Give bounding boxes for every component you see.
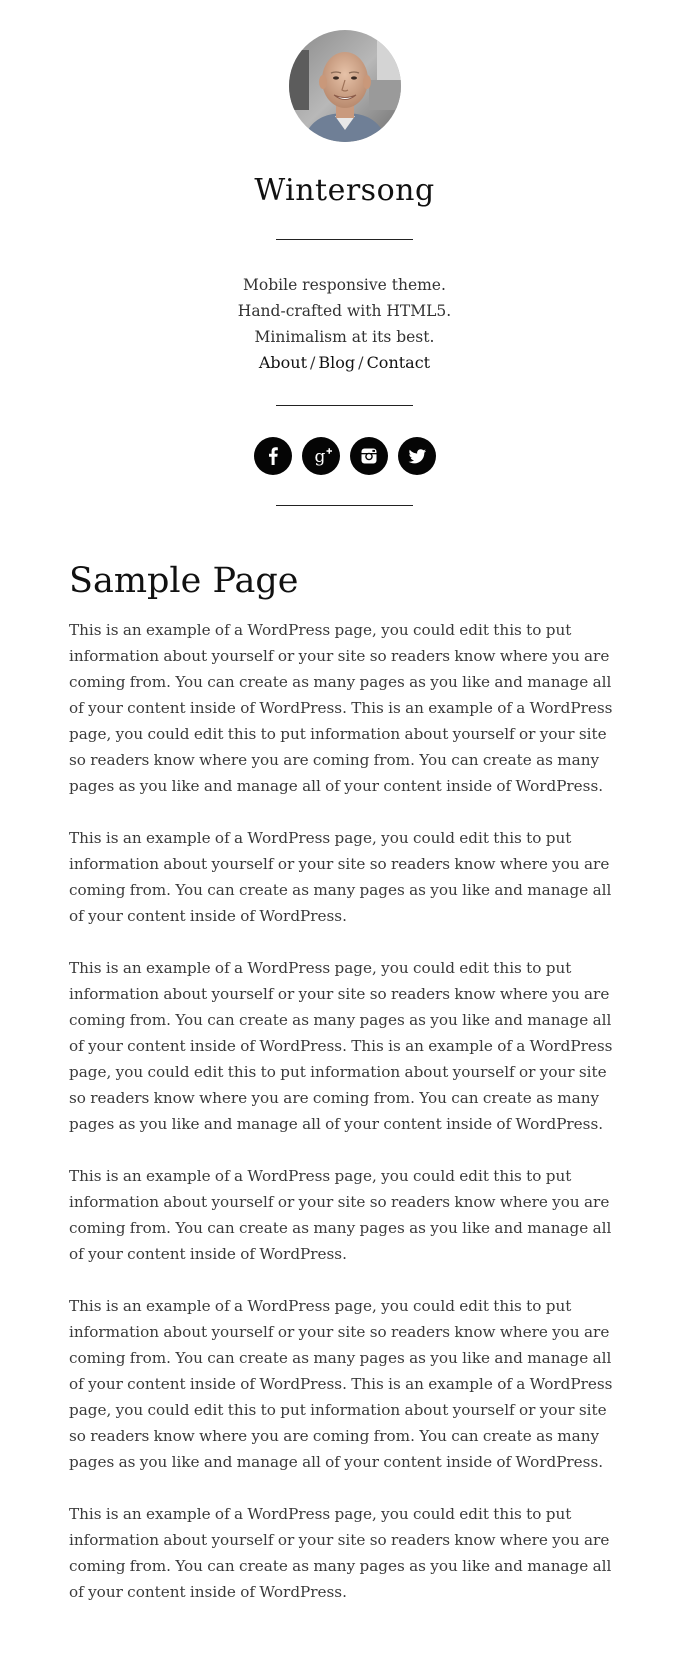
main-nav [238,350,451,376]
main-content [0,561,689,1605]
facebook-icon [254,437,292,475]
facebook-button[interactable] [254,437,292,475]
avatar[interactable] [289,30,401,142]
twitter-button[interactable] [398,437,436,475]
content-paragraph: This is an example of a WordPress page, you could edit this to put information about yourself or your site so readers know where you are coming from. You can create as many pages as you like and manage all of your content inside of WordPress. [69,829,612,925]
divider [276,405,413,406]
divider [276,239,413,240]
content-paragraph: This is an example of a WordPress page, you could edit this to put information about yourself or your site so readers know where you are coming from. You can create as many pages as you like and manage all of your content inside of WordPress. [69,1167,612,1263]
content-paragraph: This is an example of a WordPress page, you could edit this to put information about yourself or your site so readers know where you are coming from. You can create as many pages as you like and manage all of your content inside of WordPress. This is an example of a WordPress page, you could edit this to put information about yourself or your site so readers know where you are coming from. You can create as many pages as you like and manage all of your content inside of WordPress. [69,621,613,795]
content-paragraph: This is an example of a WordPress page, you could edit this to put information about yourself or your site so readers know where you are coming from. You can create as many pages as you like and manage all of your content inside of WordPress. [69,1505,612,1601]
svg-text:g: g [314,447,325,467]
twitter-icon [398,437,436,475]
tagline-line: Hand-crafted with HTML5. [237,302,452,320]
instagram-icon [350,437,388,475]
avatar-photo [289,30,401,142]
google-plus-icon [302,437,340,475]
divider [276,505,413,506]
tagline-line: Mobile responsive theme. [243,276,446,294]
social-links [254,437,436,475]
nav-link-about[interactable]: About [258,353,308,372]
nav-separator: / [358,353,364,372]
site-header [0,0,689,506]
page-title: Sample Page [69,561,299,601]
google-plus-button[interactable] [302,437,340,475]
nav-link-blog[interactable]: Blog [318,353,356,372]
content-paragraph: This is an example of a WordPress page, you could edit this to put information about yourself or your site so readers know where you are coming from. You can create as many pages as you like and manage all of your content inside of WordPress. This is an example of a WordPress page, you could edit this to put information about yourself or your site so readers know where you are coming from. You can create as many pages as you like and manage all of your content inside of WordPress. [69,1297,613,1471]
instagram-button[interactable] [350,437,388,475]
nav-link-contact[interactable]: Contact [366,353,431,372]
site-title[interactable]: Wintersong [254,173,435,208]
nav-separator: / [310,353,316,372]
site-tagline [238,272,451,376]
tagline-line: Minimalism at its best. [254,328,435,346]
content-paragraph: This is an example of a WordPress page, you could edit this to put information about yourself or your site so readers know where you are coming from. You can create as many pages as you like and manage all of your content inside of WordPress. This is an example of a WordPress page, you could edit this to put information about yourself or your site so readers know where you are coming from. You can create as many pages as you like and manage all of your content inside of WordPress. [69,959,613,1133]
